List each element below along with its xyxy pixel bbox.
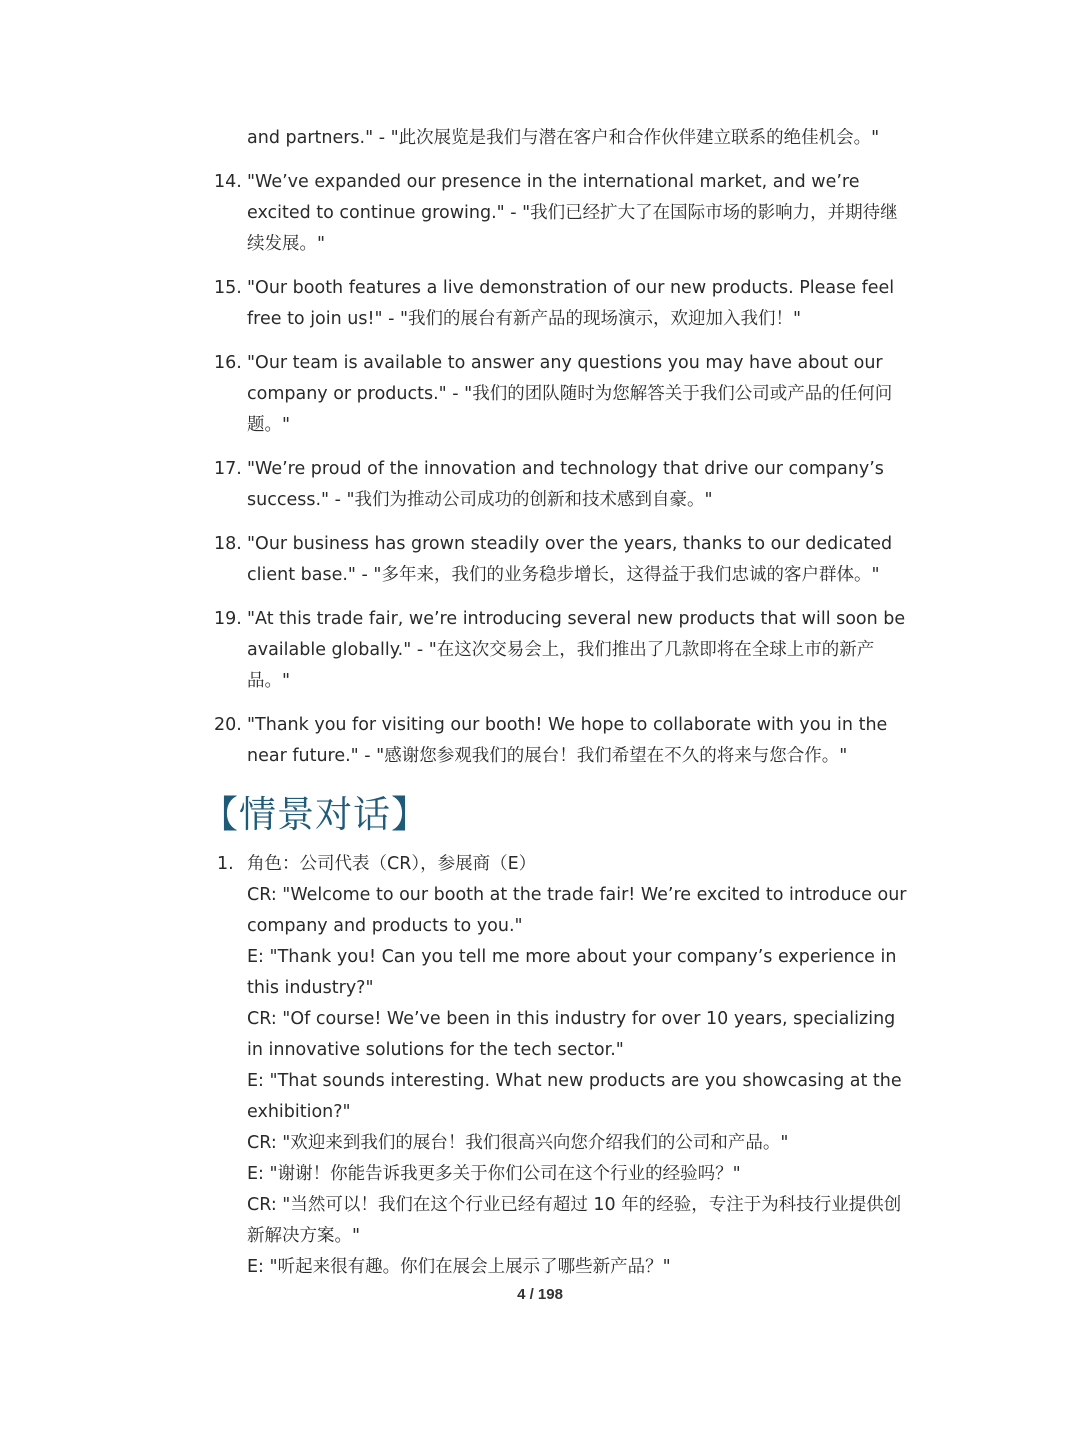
list-item (0, 273, 907, 335)
item-text: "Our business has grown steadily over the years, thanks to our dedicated client base." - "多年来，我们的业务稳步增长，这得益于我们忠诚的客户群体。" (247, 534, 893, 585)
dialogue-line: CR: "欢迎来到我们的展台！我们很高兴向您介绍我们的公司和产品。" (247, 1133, 789, 1153)
item-text: "Our booth features a live demonstration of our new products. Please feel free to join us!" - "我们的展台有新产品的现场演示，欢迎加入我们！" (247, 278, 895, 329)
item-text: "At this trade fair, we’re introducing several new products that will soon be available globally." - "在这次交易会上，我们推出了几款即将在全球上市的新产品。" (247, 609, 906, 691)
item-number: 18. (214, 534, 242, 554)
dialogue-line: CR: "当然可以！我们在这个行业已经有超过 10 年的经验，专注于为科技行业提供创新解决方案。" (247, 1195, 902, 1246)
item-number: 19. (214, 609, 242, 629)
dialogue-number: 1. (217, 854, 234, 874)
item-number: 20. (214, 715, 242, 735)
phrase-list (0, 167, 1080, 785)
item-text: "We’re proud of the innovation and technology that drive our company’s success." - "我们为推动公司成功的创新和技术感到自豪。" (247, 459, 884, 510)
item-number: 15. (214, 278, 242, 298)
item-text: "We’ve expanded our presence in the international market, and we’re excited to continue growing." - "我们已经扩大了在国际市场的影响力，并期待继续发展。" (247, 172, 898, 254)
dialogue-line: E: "That sounds interesting. What new products are you showcasing at the exhibition?" (247, 1071, 902, 1122)
dialogue-roles: 角色：公司代表（CR），参展商（E） (247, 854, 537, 874)
dialogue-line: E: "谢谢！你能告诉我更多关于你们公司在这个行业的经验吗？" (247, 1164, 741, 1184)
list-item (0, 604, 907, 697)
list-item (0, 167, 907, 260)
dialogue-line: CR: "Welcome to our booth at the trade fair! We’re excited to introduce our company and products to you." (247, 885, 907, 936)
dialogue-line: E: "Thank you! Can you tell me more about your company’s experience in this industry?" (247, 947, 897, 998)
page-number: 4 / 198 (517, 1286, 563, 1303)
list-item (0, 348, 907, 441)
list-item (0, 710, 907, 772)
dialogue-line: E: "听起来很有趣。你们在展会上展示了哪些新产品？" (247, 1257, 671, 1277)
item-number: 14. (214, 172, 242, 192)
item-text: "Thank you for visiting our booth! We hope to collaborate with you in the near future." - "感谢您参观我们的展台！我们希望在不久的将来与您合作。" (247, 715, 888, 766)
dialogue-line: CR: "Of course! We’ve been in this industry for over 10 years, specializing in innovative solutions for the tech sector." (247, 1009, 896, 1060)
section-heading: 【情景对话】 (201, 793, 429, 836)
list-item (0, 529, 907, 591)
dialogue-body (247, 849, 912, 1283)
list-item (0, 454, 907, 516)
item-number: 16. (214, 353, 242, 373)
item-text: "Our team is available to answer any questions you may have about our company or products." - "我们的团队随时为您解答关于我们公司或产品的任何问题。" (247, 353, 893, 435)
item-number: 17. (214, 459, 242, 479)
continuation-text: and partners." - "此次展览是我们与潜在客户和合作伙伴建立联系的绝佳机会。" (247, 128, 880, 148)
